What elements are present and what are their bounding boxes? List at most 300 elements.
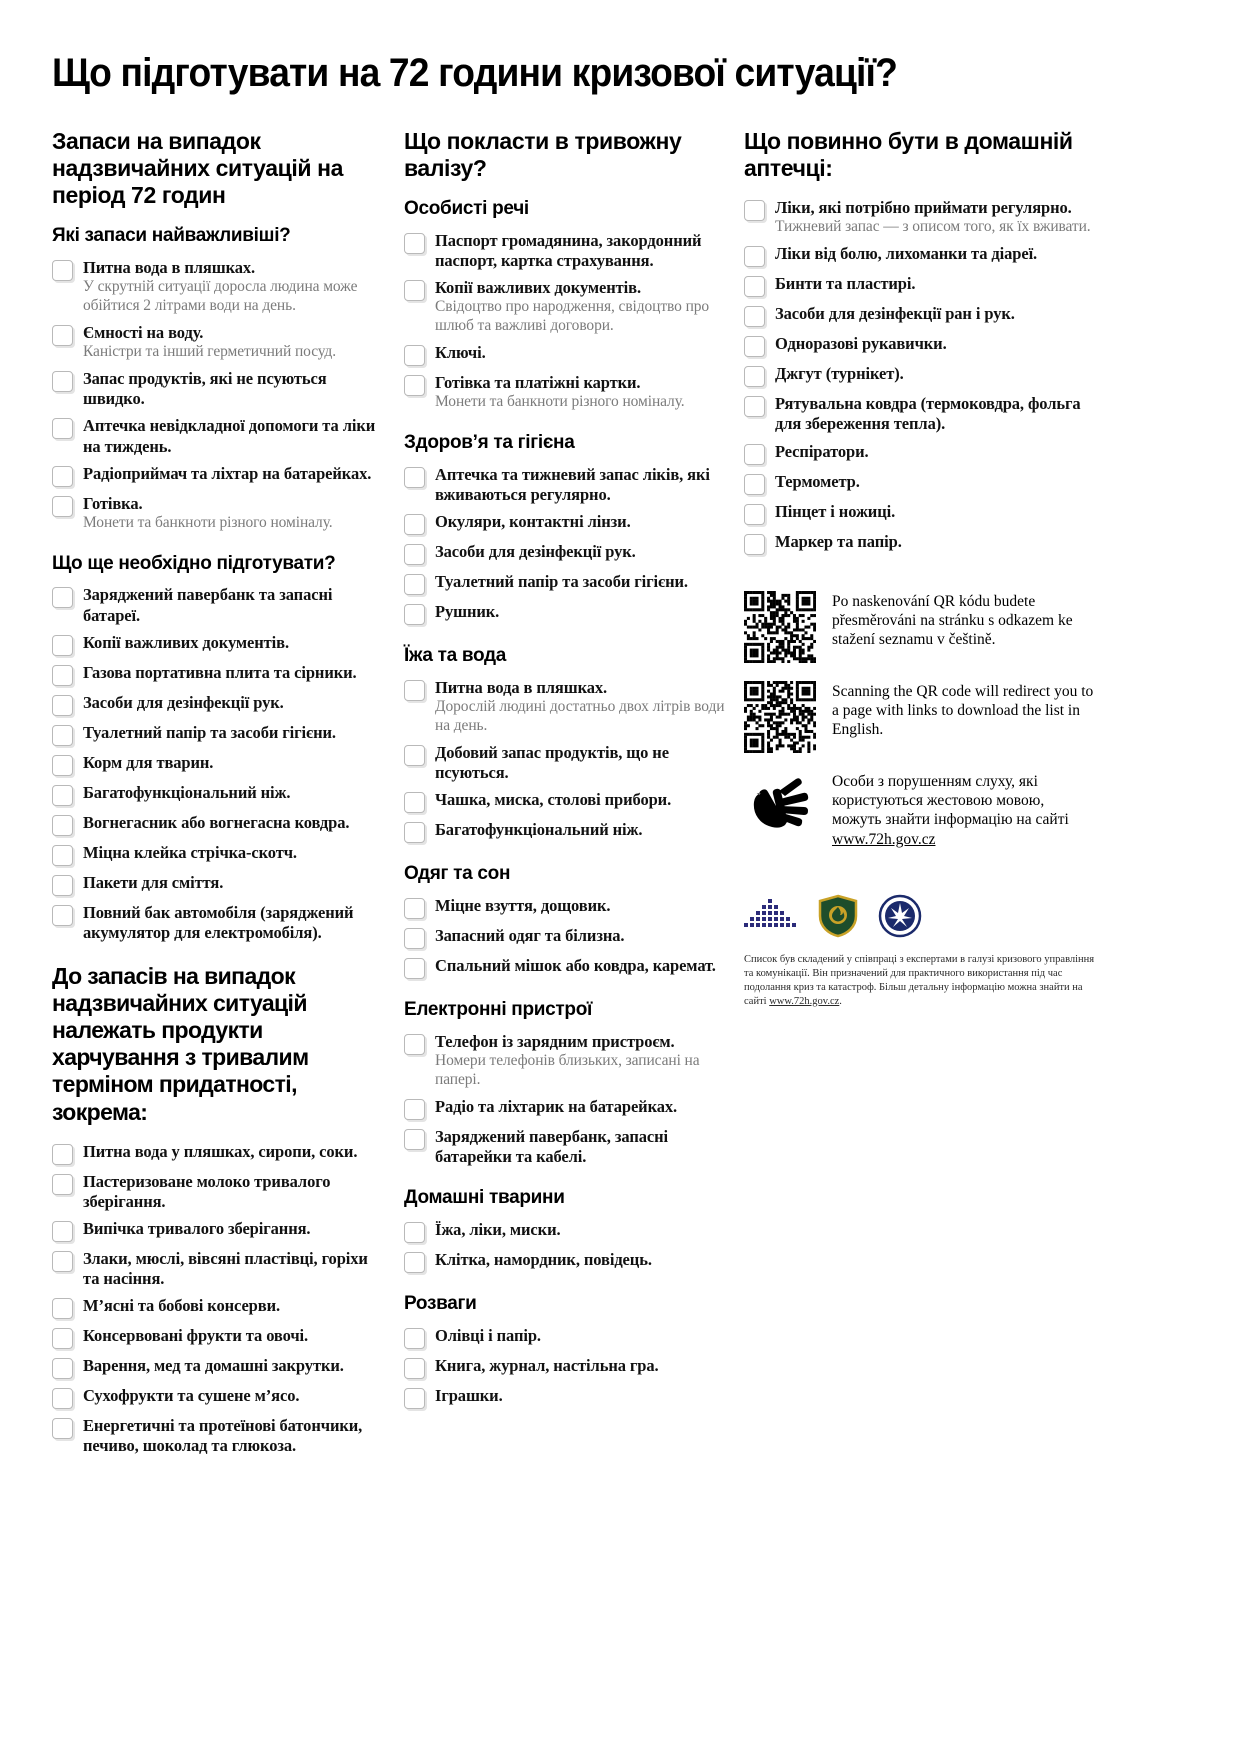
checkbox[interactable] bbox=[52, 635, 73, 656]
checklist-item-label: Ліки, які потрібно приймати регулярно. bbox=[775, 198, 1072, 218]
qr-row-english bbox=[744, 681, 1097, 753]
checklist-item[interactable] bbox=[404, 743, 726, 783]
checklist-item[interactable] bbox=[404, 542, 726, 565]
checklist-item-text bbox=[435, 926, 726, 946]
checkbox[interactable] bbox=[404, 898, 425, 919]
checkbox[interactable] bbox=[52, 1251, 73, 1272]
checklist bbox=[404, 678, 726, 843]
checkbox[interactable] bbox=[52, 496, 73, 517]
checklist-item-label: Засоби для дезінфекції рук. bbox=[83, 692, 284, 712]
checklist-item-note: Тижневий запас — з описом того, як їх вживати. bbox=[775, 218, 1091, 236]
checklist-long-shelf-life bbox=[52, 1142, 386, 1457]
checklist-item-label: Паспорт громадянина, закордонний паспорт, картка страхування. bbox=[435, 231, 702, 271]
checkbox[interactable] bbox=[52, 587, 73, 608]
checklist-item-label: Джгут (турнікет). bbox=[775, 364, 904, 384]
checklist-item-text bbox=[435, 1127, 726, 1167]
checklist-item-text bbox=[83, 903, 386, 943]
checkbox[interactable] bbox=[404, 1099, 425, 1120]
checkbox[interactable] bbox=[52, 785, 73, 806]
checkbox[interactable] bbox=[52, 1388, 73, 1409]
checklist-item[interactable] bbox=[404, 1386, 726, 1409]
checklist-item[interactable] bbox=[744, 364, 1097, 387]
checklist-item-text bbox=[435, 1250, 726, 1270]
checklist-item-label: Засоби для дезінфекції ран і рук. bbox=[775, 304, 1015, 324]
checklist-item-text bbox=[775, 394, 1097, 434]
checklist bbox=[404, 1032, 726, 1167]
checkbox[interactable] bbox=[744, 306, 765, 327]
subsection-heading: Розваги bbox=[404, 1292, 477, 1314]
checklist-item[interactable] bbox=[744, 244, 1097, 267]
checkbox[interactable] bbox=[404, 1358, 425, 1379]
checklist-item-text bbox=[83, 464, 386, 484]
checklist-item-label: Міцна клейка стрічка-скотч. bbox=[83, 842, 297, 862]
checkbox[interactable] bbox=[404, 280, 425, 301]
checkbox[interactable] bbox=[52, 1144, 73, 1165]
column-first-aid-kit bbox=[744, 128, 1097, 1008]
checkbox[interactable] bbox=[404, 745, 425, 766]
checklist-item-note: Номери телефонів близьких, записані на папері. bbox=[435, 1052, 700, 1088]
checklist-item[interactable] bbox=[404, 790, 726, 813]
checklist-item-label: Корм для тварин. bbox=[83, 752, 214, 772]
fine-print bbox=[744, 953, 1096, 1008]
checklist-item-text bbox=[435, 1097, 726, 1117]
checklist-item-label: Одноразові рукавички. bbox=[775, 334, 947, 354]
checklist-item-note: У скрутній ситуації доросла людина може обійтися 2 літрами води на день. bbox=[83, 278, 358, 315]
checklist-item[interactable] bbox=[404, 678, 726, 736]
checklist-item-label: Клітка, намордник, повідець. bbox=[435, 1249, 652, 1269]
checkbox[interactable] bbox=[52, 1328, 73, 1349]
checklist-item[interactable] bbox=[52, 723, 386, 746]
checklist-item[interactable] bbox=[52, 813, 386, 836]
checkbox[interactable] bbox=[744, 474, 765, 495]
checklist-item-label: Пастеризоване молоко тривалого зберігання. bbox=[83, 1171, 331, 1211]
checklist-item-text bbox=[435, 373, 726, 412]
checklist-item-text bbox=[435, 278, 726, 336]
checkbox[interactable] bbox=[404, 604, 425, 625]
checkbox[interactable] bbox=[744, 336, 765, 357]
fine-print-suffix: . bbox=[839, 995, 842, 1007]
checklist-item[interactable] bbox=[404, 465, 726, 505]
subsection bbox=[404, 1187, 726, 1273]
checklist-item-text bbox=[83, 258, 386, 316]
column3-heading: Що повинно бути в домашній аптечці: bbox=[744, 128, 1073, 182]
checklist-item-text bbox=[435, 896, 726, 916]
checkbox[interactable] bbox=[52, 695, 73, 716]
checkbox[interactable] bbox=[404, 958, 425, 979]
checklist-item-label: Готівка та платіжні картки. bbox=[435, 373, 641, 393]
checkbox[interactable] bbox=[52, 815, 73, 836]
checklist-item[interactable] bbox=[52, 369, 386, 409]
checklist-item-label: Спальний мішок або ковдра, каремат. bbox=[435, 956, 716, 976]
checklist-item[interactable] bbox=[404, 1127, 726, 1167]
subsection bbox=[404, 645, 726, 843]
checkbox[interactable] bbox=[744, 396, 765, 417]
subsection bbox=[404, 198, 726, 412]
checklist-item-text bbox=[83, 494, 386, 533]
ministry-badge-logo bbox=[878, 894, 922, 938]
checklist-item-label: Копії важливих документів. bbox=[83, 632, 289, 652]
checklist-item[interactable] bbox=[404, 1326, 726, 1349]
logos-row bbox=[744, 893, 1097, 939]
checkbox[interactable] bbox=[52, 1358, 73, 1379]
checklist-item[interactable] bbox=[52, 1249, 386, 1289]
checklist-item[interactable] bbox=[52, 843, 386, 866]
checkbox[interactable] bbox=[744, 276, 765, 297]
checklist-item[interactable] bbox=[404, 820, 726, 843]
checklist-item-label: Газова портативна плита та сірники. bbox=[83, 662, 357, 682]
checklist-item[interactable] bbox=[404, 1032, 726, 1090]
checklist-item[interactable] bbox=[744, 334, 1097, 357]
website-link[interactable]: www.72h.gov.cz bbox=[832, 830, 936, 848]
checklist-item-text bbox=[83, 1386, 386, 1406]
content-columns bbox=[52, 128, 1189, 1463]
qr-text-english: Scanning the QR code will redirect you to a page with links to download the list in English. bbox=[832, 682, 1094, 739]
checklist-item-text bbox=[435, 231, 726, 271]
subsection bbox=[404, 1293, 726, 1409]
checkbox[interactable] bbox=[52, 371, 73, 392]
checklist-item[interactable] bbox=[52, 1142, 386, 1165]
subsection bbox=[404, 432, 726, 625]
checklist-item-note: Дорослій людині достатньо двох літрів води на день. bbox=[435, 698, 725, 735]
checklist-item-label: Пінцет і ножиці. bbox=[775, 501, 896, 521]
checklist-item-text bbox=[435, 542, 726, 562]
checkbox[interactable] bbox=[404, 1388, 425, 1409]
checkbox[interactable] bbox=[52, 325, 73, 346]
checklist-item-note: Каністри та інший герметичний посуд. bbox=[83, 343, 336, 361]
checklist-item-text bbox=[775, 532, 1097, 552]
qr-code-icon[interactable] bbox=[744, 681, 816, 753]
checklist-item[interactable] bbox=[52, 693, 386, 716]
subsection-heading: Здоров’я та гігієна bbox=[404, 432, 575, 454]
subsection-heading: Їжа та вода bbox=[404, 645, 507, 667]
checklist-item-text bbox=[83, 1296, 386, 1316]
checklist-item-text bbox=[435, 512, 726, 532]
checklist-item-label: Респіратори. bbox=[775, 441, 869, 461]
section-most-important-heading: Які запаси найважливіші? bbox=[52, 225, 291, 247]
checklist-item[interactable] bbox=[52, 258, 386, 316]
checklist-item-label: Радіоприймач та ліхтар на батарейках. bbox=[83, 463, 372, 483]
checklist-item-label: Консервовані фрукти та овочі. bbox=[83, 1326, 309, 1346]
checklist-item-text bbox=[83, 693, 386, 713]
subsection bbox=[404, 999, 726, 1167]
checklist-item-text bbox=[435, 602, 726, 622]
checklist-item-text bbox=[83, 1142, 386, 1162]
checklist-item-text bbox=[775, 502, 1097, 522]
checklist-item-note: Свідоцтво про народження, свідоцтво про шлюб та важливі договори. bbox=[435, 298, 710, 335]
checkbox[interactable] bbox=[744, 366, 765, 387]
checklist-item-label: Окуляри, контактні лінзи. bbox=[435, 512, 631, 532]
checklist-item-text bbox=[83, 1172, 386, 1212]
checklist-item[interactable] bbox=[52, 1416, 386, 1456]
page-title: Що підготувати на 72 години кризової ситуації? bbox=[52, 51, 897, 95]
checklist-item-label: Енергетичні та протеїнові батончики, печиво, шоколад та глюкоза. bbox=[83, 1416, 363, 1456]
checklist-item[interactable] bbox=[52, 903, 386, 943]
checklist-item-text bbox=[83, 585, 386, 625]
checklist bbox=[404, 231, 726, 412]
checklist-item-label: Аптечка та тижневий запас ліків, які вживаються регулярно. bbox=[435, 465, 710, 505]
checkbox[interactable] bbox=[744, 444, 765, 465]
checkbox[interactable] bbox=[52, 905, 73, 926]
checklist-item-label: Сухофрукти та сушене м’ясо. bbox=[83, 1386, 300, 1406]
checklist-item-text bbox=[83, 663, 386, 683]
checklist-item[interactable] bbox=[404, 956, 726, 979]
checklist bbox=[404, 1326, 726, 1409]
checklist-item-text bbox=[83, 783, 386, 803]
checklist-item[interactable] bbox=[404, 343, 726, 366]
checkbox[interactable] bbox=[404, 1252, 425, 1273]
checklist-item[interactable] bbox=[744, 532, 1097, 555]
checklist-item-label: Ліки від болю, лихоманки та діареї. bbox=[775, 244, 1038, 264]
checklist-item-label: Рушник. bbox=[435, 602, 500, 622]
checkbox[interactable] bbox=[52, 1298, 73, 1319]
checklist-item[interactable] bbox=[744, 304, 1097, 327]
checklist-item-text bbox=[775, 364, 1097, 384]
checklist-item-label: Пакети для сміття. bbox=[83, 872, 224, 892]
checkbox[interactable] bbox=[744, 534, 765, 555]
checklist-item-label: Туалетний папір та засоби гігієни. bbox=[83, 722, 336, 742]
checklist-item[interactable] bbox=[404, 602, 726, 625]
checkbox[interactable] bbox=[52, 260, 73, 281]
sign-language-text-before: Особи з порушенням слуху, які користуються жестовою мовою, можуть знайти інформацію на сайті bbox=[832, 772, 1069, 829]
checklist-item-label: Засоби для дезінфекції рук. bbox=[435, 542, 636, 562]
checkbox[interactable] bbox=[404, 233, 425, 254]
checklist-item[interactable] bbox=[52, 323, 386, 362]
checklist-item-text bbox=[83, 1249, 386, 1289]
checklist-what-else bbox=[52, 585, 386, 943]
sign-language-row bbox=[744, 771, 1097, 850]
checklist-item[interactable] bbox=[52, 1219, 386, 1242]
checklist-item[interactable] bbox=[52, 1172, 386, 1212]
checkbox[interactable] bbox=[404, 1034, 425, 1055]
checklist-item-text bbox=[775, 244, 1097, 264]
checkbox[interactable] bbox=[52, 1418, 73, 1439]
checkbox[interactable] bbox=[404, 514, 425, 535]
footer-area bbox=[744, 591, 1097, 1009]
checklist-item[interactable] bbox=[744, 394, 1097, 434]
checkbox[interactable] bbox=[744, 246, 765, 267]
checklist-item-text bbox=[83, 369, 386, 409]
checklist-item-text bbox=[775, 442, 1097, 462]
column-supplies bbox=[52, 128, 404, 1463]
checkbox[interactable] bbox=[404, 792, 425, 813]
subsection bbox=[404, 863, 726, 979]
checkbox[interactable] bbox=[404, 345, 425, 366]
checklist-item-label: Питна вода у пляшках, сиропи, соки. bbox=[83, 1141, 358, 1161]
checklist-item-label: Туалетний папір та засоби гігієни. bbox=[435, 572, 688, 592]
checklist-item-label: Багатофункціональний ніж. bbox=[435, 820, 643, 840]
section-long-shelf-life bbox=[52, 963, 386, 1457]
checklist-item-text bbox=[435, 820, 726, 840]
checklist-item-label: Чашка, миска, столові прибори. bbox=[435, 790, 672, 810]
checkbox[interactable] bbox=[404, 574, 425, 595]
sign-language-text bbox=[832, 771, 1097, 850]
checklist-item[interactable] bbox=[52, 1296, 386, 1319]
checklist-item[interactable] bbox=[404, 1356, 726, 1379]
checklist-item-text bbox=[83, 1326, 386, 1346]
qr-code-icon[interactable] bbox=[744, 591, 816, 663]
checklist-item-label: Телефон із зарядним пристроєм. bbox=[435, 1031, 675, 1051]
checklist-item-text bbox=[435, 956, 726, 976]
checklist-item-label: Добовий запас продуктів, що не псуються. bbox=[435, 743, 669, 783]
section-long-shelf-life-heading: До запасів на випадок надзвичайних ситуацій належать продукти харчування з тривалим терміном придатності, зокрема: bbox=[52, 962, 309, 1125]
checklist-item-text bbox=[435, 343, 726, 363]
dots-logo bbox=[744, 899, 798, 933]
checklist-item-text bbox=[435, 790, 726, 810]
fine-print-link[interactable]: www.72h.gov.cz bbox=[769, 995, 840, 1007]
checkbox[interactable] bbox=[404, 928, 425, 949]
checklist-item-text bbox=[83, 416, 386, 456]
checklist-item[interactable] bbox=[744, 274, 1097, 297]
checklist-item-label: Бинти та пластирі. bbox=[775, 274, 916, 294]
checklist-item-label: Готівка. bbox=[83, 493, 143, 513]
checklist-item-text bbox=[83, 873, 386, 893]
checklist-item-text bbox=[775, 198, 1097, 237]
checklist-item[interactable] bbox=[52, 416, 386, 456]
checklist-item[interactable] bbox=[744, 472, 1097, 495]
checklist-item[interactable] bbox=[404, 373, 726, 412]
checklist-item-text bbox=[775, 334, 1097, 354]
checkbox[interactable] bbox=[52, 875, 73, 896]
subsection-heading: Одяг та сон bbox=[404, 863, 511, 885]
checklist-item-text bbox=[435, 743, 726, 783]
checklist-item-label: Іграшки. bbox=[435, 1385, 503, 1405]
checklist-item[interactable] bbox=[52, 873, 386, 896]
checklist-item-label: М’ясні та бобові консерви. bbox=[83, 1296, 281, 1316]
qr-row-czech bbox=[744, 591, 1097, 663]
fire-rescue-badge-logo bbox=[816, 894, 860, 938]
checklist-item-label: Ємності на воду. bbox=[83, 323, 204, 343]
checklist-item-text bbox=[775, 304, 1097, 324]
checklist-item-text bbox=[83, 1219, 386, 1239]
checkbox[interactable] bbox=[52, 466, 73, 487]
checkbox[interactable] bbox=[52, 1221, 73, 1242]
checkbox[interactable] bbox=[52, 665, 73, 686]
checklist-item-label: Маркер та папір. bbox=[775, 531, 902, 551]
checkbox[interactable] bbox=[744, 504, 765, 525]
subsection-heading: Особисті речі bbox=[404, 198, 529, 220]
checklist-item-text bbox=[435, 1326, 726, 1346]
column1-heading: Запаси на випадок надзвичайних ситуацій на період 72 годин bbox=[52, 128, 343, 209]
checklist-item[interactable] bbox=[52, 663, 386, 686]
checklist-item-text bbox=[83, 813, 386, 833]
checklist-item-label: Злаки, мюслі, вівсяні пластівці, горіхи та насіння. bbox=[83, 1248, 368, 1289]
checklist-item[interactable] bbox=[404, 512, 726, 535]
checklist-item-text bbox=[435, 1386, 726, 1406]
checklist-item-label: Повний бак автомобіля (заряджений акумулятор для електромобіля). bbox=[83, 902, 354, 942]
checklist-item-text bbox=[83, 323, 386, 362]
checklist-item[interactable] bbox=[52, 1386, 386, 1409]
checklist-item-label: Аптечка невідкладної допомоги та ліки на тиждень. bbox=[83, 416, 376, 456]
subsection-heading: Домашні тварини bbox=[404, 1187, 565, 1209]
checklist-item[interactable] bbox=[52, 1326, 386, 1349]
checklist bbox=[404, 896, 726, 979]
checklist-item[interactable] bbox=[52, 464, 386, 487]
checkbox[interactable] bbox=[404, 375, 425, 396]
checklist-item[interactable] bbox=[52, 753, 386, 776]
checklist-item-label: Випічка тривалого зберігання. bbox=[83, 1218, 311, 1238]
checklist-item-text bbox=[83, 633, 386, 653]
checklist-item-text bbox=[435, 678, 726, 736]
checkbox[interactable] bbox=[404, 822, 425, 843]
checklist-item-label: Ключі. bbox=[435, 343, 486, 363]
checklist-item[interactable] bbox=[404, 1220, 726, 1243]
checkbox[interactable] bbox=[52, 755, 73, 776]
checkbox[interactable] bbox=[404, 1129, 425, 1150]
checklist-first-aid-kit bbox=[744, 198, 1097, 554]
checklist-item-text bbox=[83, 843, 386, 863]
checklist-item-text bbox=[775, 274, 1097, 294]
checklist-item[interactable] bbox=[744, 198, 1097, 237]
checklist-item[interactable] bbox=[744, 442, 1097, 465]
checklist-item[interactable] bbox=[404, 1250, 726, 1273]
column2-heading: Що покласти в тривожну валізу? bbox=[404, 128, 682, 182]
checklist-item-label: Радіо та ліхтарик на батарейках. bbox=[435, 1096, 678, 1116]
checkbox[interactable] bbox=[52, 725, 73, 746]
column-emergency-bag bbox=[404, 128, 744, 1416]
checklist-item[interactable] bbox=[52, 494, 386, 533]
checkbox[interactable] bbox=[404, 680, 425, 701]
section-most-important bbox=[52, 225, 386, 532]
checklist-item-text bbox=[435, 1220, 726, 1240]
checklist-item-label: Запас продуктів, які не псуються швидко. bbox=[83, 369, 327, 409]
checklist-item[interactable] bbox=[52, 585, 386, 625]
checklist-item-label: Їжа, ліки, миски. bbox=[435, 1219, 561, 1239]
checklist-item-text bbox=[83, 753, 386, 773]
checklist-item[interactable] bbox=[404, 572, 726, 595]
checklist-item-text bbox=[83, 1416, 386, 1456]
checklist-item-label: Термометр. bbox=[775, 471, 860, 491]
checkbox[interactable] bbox=[404, 1222, 425, 1243]
checklist-item-label: Заряджений павербанк та запасні батареї. bbox=[83, 585, 333, 625]
checkbox[interactable] bbox=[404, 1328, 425, 1349]
checklist-item-text bbox=[435, 572, 726, 592]
section-what-else-heading: Що ще необхідно підготувати? bbox=[52, 552, 336, 574]
checklist-item[interactable] bbox=[52, 1356, 386, 1379]
checklist-item[interactable] bbox=[52, 633, 386, 656]
checkbox[interactable] bbox=[744, 200, 765, 221]
checklist-item[interactable] bbox=[52, 783, 386, 806]
checklist-item[interactable] bbox=[404, 278, 726, 336]
checklist-item[interactable] bbox=[404, 231, 726, 271]
checklist-item[interactable] bbox=[404, 926, 726, 949]
checklist-item[interactable] bbox=[404, 896, 726, 919]
checklist-item-text bbox=[83, 723, 386, 743]
checklist bbox=[404, 465, 726, 625]
checklist-item-label: Олівці і папір. bbox=[435, 1325, 541, 1345]
subsection-heading: Електронні пристрої bbox=[404, 999, 593, 1021]
checklist-item-label: Копії важливих документів. bbox=[435, 278, 641, 298]
sign-language-icon bbox=[744, 771, 816, 833]
checklist-item-label: Вогнегасник або вогнегасна ковдра. bbox=[83, 812, 350, 832]
checklist-item-text bbox=[83, 1356, 386, 1376]
checkbox[interactable] bbox=[52, 845, 73, 866]
checklist-item-label: Запасний одяг та білизна. bbox=[435, 926, 625, 946]
checklist-item-label: Книга, журнал, настільна гра. bbox=[435, 1355, 659, 1375]
checkbox[interactable] bbox=[52, 1174, 73, 1195]
checkbox[interactable] bbox=[404, 467, 425, 488]
checklist-item[interactable] bbox=[744, 502, 1097, 525]
checklist-item-text bbox=[435, 1032, 726, 1090]
column2-sections bbox=[404, 198, 726, 1408]
checkbox[interactable] bbox=[404, 544, 425, 565]
checkbox[interactable] bbox=[52, 418, 73, 439]
checklist-item-text bbox=[435, 465, 726, 505]
checklist-item-note: Монети та банкноти різного номіналу. bbox=[435, 393, 685, 411]
checklist-item-note: Монети та банкноти різного номіналу. bbox=[83, 513, 333, 531]
checklist-item[interactable] bbox=[404, 1097, 726, 1120]
checklist-item-label: Питна вода в пляшках. bbox=[435, 678, 608, 698]
checklist-item-label: Заряджений павербанк, запасні батарейки та кабелі. bbox=[435, 1126, 668, 1166]
